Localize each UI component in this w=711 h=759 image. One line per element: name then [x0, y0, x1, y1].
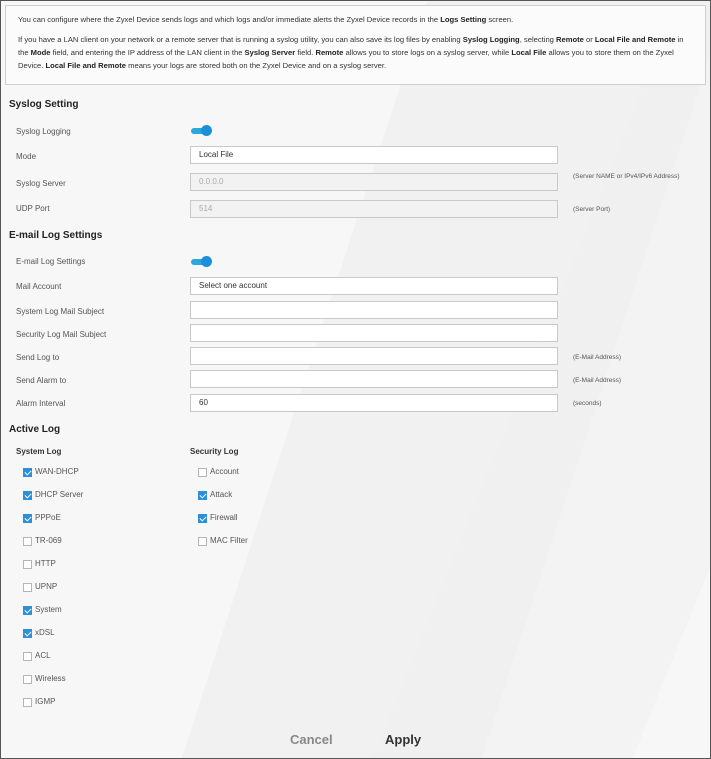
intro-text: allows you to store them on the Zyxel Device.	[18, 48, 674, 70]
security-log-mail-subject-input[interactable]	[190, 324, 558, 342]
log-checkbox-label: Wireless	[35, 674, 66, 683]
security-log-title: Security Log	[190, 447, 239, 456]
log-checkbox-label: Firewall	[210, 513, 238, 522]
log-checkbox[interactable]	[198, 468, 207, 477]
syslog-server-input[interactable]: 0.0.0.0	[190, 173, 558, 191]
mode-label: Mode	[16, 152, 37, 161]
system-log-title: System Log	[16, 447, 62, 456]
log-checkbox[interactable]	[23, 652, 32, 661]
log-checkbox[interactable]	[23, 583, 32, 592]
intro-text: , selecting	[519, 35, 557, 44]
log-checkbox[interactable]	[23, 629, 32, 638]
syslog-logging-label: Syslog Logging	[16, 127, 71, 136]
intro-text: field, and entering the IP address of the LAN client in the	[50, 48, 245, 57]
log-checkbox-label: Attack	[210, 490, 233, 499]
log-checkbox[interactable]	[198, 491, 207, 500]
log-checkbox[interactable]	[23, 698, 32, 707]
intro-paragraph-2	[18, 33, 693, 72]
intro-text: screen.	[486, 15, 514, 24]
intro-text: allows you to store logs on a syslog server, while	[343, 48, 512, 57]
log-checkbox-label: WAN-DHCP	[35, 467, 79, 476]
alarm-interval-label: Alarm Interval	[16, 399, 66, 408]
intro-text: Mode	[30, 48, 51, 57]
log-checkbox-label: PPPoE	[35, 513, 61, 522]
syslog-server-label: Syslog Server	[16, 179, 66, 188]
active-log-section-title: Active Log	[9, 424, 61, 435]
send-alarm-to-input[interactable]	[190, 370, 558, 388]
udp-port-input[interactable]: 514	[190, 200, 558, 218]
syslog-server-hint: (Server NAME or IPv4/IPv6 Address)	[573, 173, 680, 180]
log-checkbox[interactable]	[23, 606, 32, 615]
intro-paragraph-1	[18, 13, 693, 26]
apply-button[interactable]: Apply	[385, 732, 422, 747]
intro-text: field.	[295, 48, 316, 57]
intro-text: or	[583, 35, 595, 44]
intro-text: Local File and Remote	[594, 35, 676, 44]
send-alarm-to-label: Send Alarm to	[16, 376, 67, 385]
log-checkbox-label: System	[35, 605, 62, 614]
log-checkbox-label: MAC Filter	[210, 536, 248, 545]
log-checkbox[interactable]	[23, 468, 32, 477]
system-log-mail-subject-input[interactable]	[190, 301, 558, 319]
intro-text: Syslog Logging	[462, 35, 520, 44]
log-checkbox[interactable]	[198, 537, 207, 546]
email-section-title: E-mail Log Settings	[9, 230, 103, 241]
email-log-settings-toggle[interactable]	[191, 256, 213, 267]
alarm-interval-input[interactable]: 60	[190, 394, 558, 412]
log-checkbox-label: xDSL	[35, 628, 55, 637]
log-checkbox[interactable]	[198, 514, 207, 523]
intro-text: You can configure where the Zyxel Device sends logs and which logs and/or immediate alerts the Zyxel Device records in the	[18, 15, 441, 24]
send-alarm-to-hint: (E-Mail Address)	[573, 377, 622, 384]
log-checkbox[interactable]	[23, 560, 32, 569]
udp-port-label: UDP Port	[16, 204, 50, 213]
log-checkbox[interactable]	[23, 675, 32, 684]
log-checkbox[interactable]	[23, 514, 32, 523]
mail-account-label: Mail Account	[16, 282, 62, 291]
log-checkbox-label: DHCP Server	[35, 490, 84, 499]
mode-select[interactable]: Local File	[190, 146, 558, 164]
log-checkbox-label: ACL	[35, 651, 51, 660]
intro-text: Syslog Server	[244, 48, 296, 57]
syslog-section-title: Syslog Setting	[9, 99, 79, 110]
log-checkbox[interactable]	[23, 491, 32, 500]
log-checkbox-label: UPNP	[35, 582, 58, 591]
intro-text: Remote	[315, 48, 344, 57]
send-log-to-hint: (E-Mail Address)	[573, 354, 622, 361]
send-log-to-input[interactable]	[190, 347, 558, 365]
udp-port-hint: (Server Port)	[573, 206, 611, 213]
intro-text: Local File and Remote	[45, 61, 127, 70]
intro-text: Local File	[511, 48, 547, 57]
log-checkbox-label: IGMP	[35, 697, 56, 706]
security-log-mail-subject-label: Security Log Mail Subject	[16, 330, 107, 339]
send-log-to-label: Send Log to	[16, 353, 60, 362]
log-checkbox-label: Account	[210, 467, 239, 476]
alarm-interval-hint: (seconds)	[573, 400, 602, 407]
mail-account-select[interactable]: Select one account	[190, 277, 558, 295]
intro-text: If you have a LAN client on your network or a remote server that is running a syslog utility, you can also save its log files by enabling	[18, 35, 463, 44]
log-checkbox[interactable]	[23, 537, 32, 546]
intro-text: Logs Setting	[440, 15, 487, 24]
intro-box	[5, 5, 706, 85]
syslog-logging-toggle[interactable]	[191, 125, 213, 136]
intro-text: means your logs are stored both on the Zyxel Device and on a syslog server.	[126, 61, 387, 70]
log-checkbox-label: TR-069	[35, 536, 62, 545]
intro-text: Remote	[556, 35, 584, 44]
system-log-mail-subject-label: System Log Mail Subject	[16, 307, 105, 316]
email-log-settings-label: E-mail Log Settings	[16, 257, 86, 266]
log-checkbox-label: HTTP	[35, 559, 56, 568]
intro-text: in the	[18, 35, 684, 57]
cancel-button[interactable]: Cancel	[290, 732, 333, 747]
